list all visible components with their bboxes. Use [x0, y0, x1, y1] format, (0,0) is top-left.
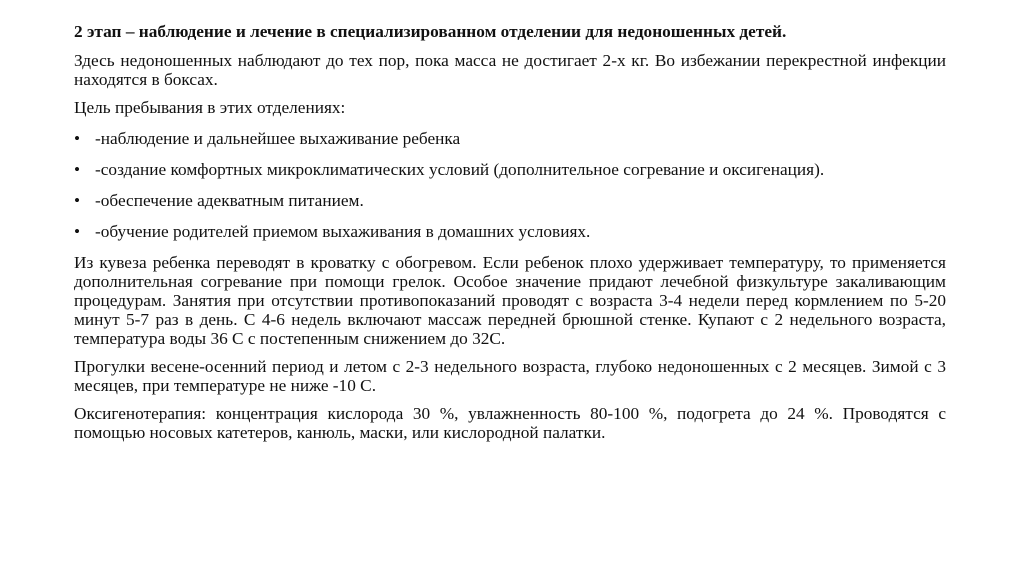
list-item	[74, 129, 946, 148]
list-item	[74, 191, 946, 210]
stage-heading: 2 этап – наблюдение и лечение в специализированном отделении для недоношенных детей.	[74, 22, 787, 41]
goal-text: -наблюдение и дальнейшее выхаживание ребенка	[95, 129, 461, 148]
bullet-mark: •	[74, 222, 81, 241]
list-item	[74, 222, 946, 241]
oxygen-therapy-paragraph: Оксигенотерапия: концентрация кислорода 30 %, увлажненность 80-100 %, подогрета до 24 %. Проводятся с помощью носовых катетеров, канюль, маски, или кислородной палатки.	[74, 404, 946, 442]
goals-list	[74, 129, 946, 241]
bullet-mark: •	[74, 191, 81, 210]
goal-text: -обучение родителей приемом выхаживания в домашних условиях.	[95, 222, 591, 241]
goal-text: -создание комфортных микроклиматических условий (дополнительное согревание и оксигенация).	[95, 160, 825, 179]
list-item	[74, 160, 946, 179]
bullet-mark: •	[74, 129, 81, 148]
care-paragraph: Из кувеза ребенка переводят в кроватку с обогревом. Если ребенок плохо удерживает температуру, то применяется дополнительная согревание при помощи грелок. Особое значение придают лечебной физкультуре закаливающим процедурам. Занятия при отсутствии противопоказаний проводят с возраста 3-4 недели перед кормлением по 5-20 минут 5-7 раз в день. С 4-6 недель включают массаж передней брюшной стенке. Купают с 2 недельного возраста, температура воды 36 С с постепенным снижением до 32С.	[74, 253, 946, 348]
walks-paragraph: Прогулки весене-осенний период и летом с 2-3 недельного возраста, глубоко недоношенных с 2 месяцев. Зимой с 3 месяцев, при температуре не ниже -10 С.	[74, 357, 946, 395]
goal-text: -обеспечение адекватным питанием.	[95, 191, 364, 210]
bullet-mark: •	[74, 160, 81, 179]
observation-paragraph: Здесь недоношенных наблюдают до тех пор, пока масса не достигает 2-х кг. Во избежании перекрестной инфекции находятся в боксах.	[74, 51, 946, 89]
goal-label: Цель пребывания в этих отделениях:	[74, 98, 346, 117]
